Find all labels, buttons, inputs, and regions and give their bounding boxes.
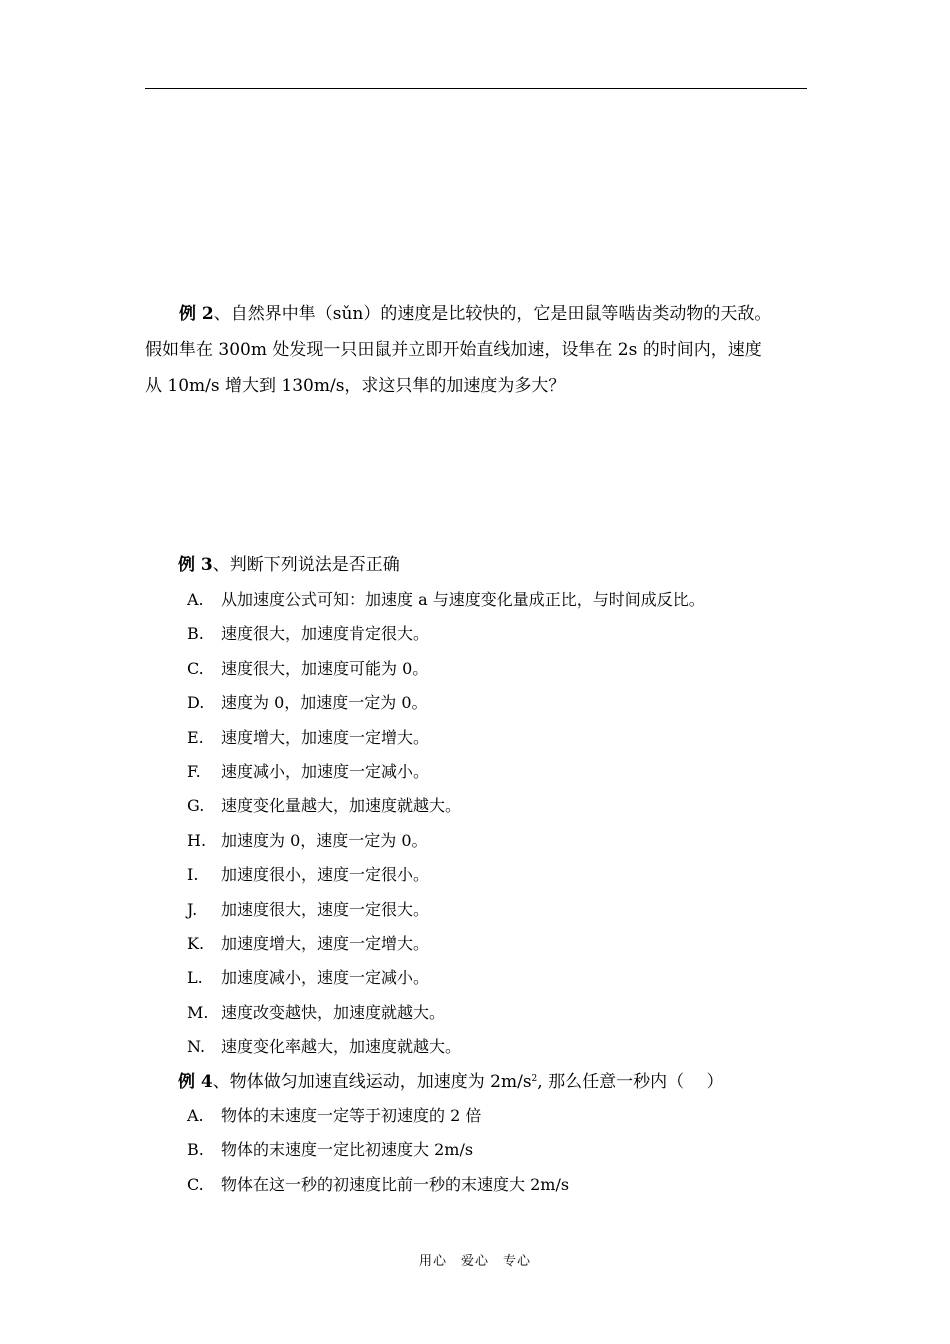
option-text: 速度为 0，加速度一定为 0。 [221, 693, 428, 713]
example-3-option [187, 755, 705, 789]
option-letter: A. [187, 1106, 204, 1125]
option-text: 速度变化率越大，加速度就越大。 [221, 1037, 462, 1057]
example-3-option [187, 652, 705, 686]
example-3-options [187, 583, 705, 1064]
option-letter: I. [187, 865, 199, 885]
example-3-option [187, 617, 705, 651]
example-3-option [187, 893, 705, 927]
option-letter: J. [187, 899, 198, 919]
option-letter: B. [187, 1140, 204, 1160]
option-letter: D. [187, 693, 205, 713]
option-text: 速度很大，加速度可能为 0。 [221, 658, 429, 678]
example-3-option [187, 583, 705, 617]
example-3-option [187, 824, 705, 858]
example-3-option [187, 721, 705, 755]
example-3-option [187, 927, 705, 961]
example-4-superscript: 2 [531, 1074, 538, 1084]
example-3-option [187, 858, 705, 892]
option-letter: G. [187, 796, 205, 816]
example-3-label: 例 3 [178, 555, 213, 575]
option-letter: N. [187, 1037, 206, 1057]
option-text: 加速度为 0，速度一定为 0。 [221, 830, 428, 850]
example-2-label: 例 2 [179, 304, 214, 324]
option-letter: A. [187, 590, 204, 609]
example-3-option [187, 996, 705, 1030]
example-4-options [187, 1099, 569, 1202]
example-4-title [178, 1065, 724, 1099]
example-3-option [187, 961, 705, 995]
option-text: 速度减小，加速度一定减小。 [221, 761, 430, 781]
option-text: 速度很大，加速度肯定很大。 [221, 624, 430, 644]
option-text: 物体在这一秒的初速度比前一秒的末速度大 2m/s [221, 1174, 570, 1194]
example-3-option [187, 686, 705, 720]
example-4-label: 例 4 [178, 1072, 213, 1092]
option-letter: B. [187, 624, 204, 644]
option-letter: F. [187, 761, 201, 781]
example-2-line-1: 、自然界中隼（sǔn）的速度是比较快的，它是田鼠等啮齿类动物的天敌。 [213, 304, 772, 324]
option-text: 物体的末速度一定等于初速度的 2 倍 [221, 1106, 482, 1125]
example-4-option [187, 1099, 569, 1133]
example-3-title-text: 、判断下列说法是否正确 [212, 555, 400, 575]
header-rule [145, 88, 807, 89]
option-text: 速度变化量越大，加速度就越大。 [221, 796, 462, 816]
example-2-line-2: 假如隼在 300m 处发现一只田鼠并立即开始直线加速，设隼在 2s 的时间内，速度 [145, 340, 762, 360]
example-2-paragraph [145, 296, 810, 404]
option-text: 从加速度公式可知：加速度 a 与速度变化量成正比，与时间成反比。 [221, 590, 705, 609]
option-letter: C. [187, 1174, 204, 1194]
option-text: 加速度增大，速度一定增大。 [221, 933, 430, 953]
option-letter: E. [187, 727, 204, 747]
example-4-option [187, 1168, 569, 1202]
option-letter: H. [187, 830, 207, 850]
option-text: 物体的末速度一定比初速度大 2m/s [221, 1140, 474, 1160]
example-3-option [187, 789, 705, 823]
option-letter: L. [187, 968, 203, 988]
option-letter: M. [187, 1002, 209, 1022]
option-text: 加速度很小，速度一定很小。 [221, 865, 430, 885]
example-4-title-tail: , 那么任意一秒内（ ） [537, 1072, 724, 1092]
example-4-option [187, 1133, 569, 1167]
page-footer: 用心 爱心 专心 [418, 1254, 531, 1269]
option-text: 速度增大，加速度一定增大。 [221, 727, 430, 747]
example-2-line-3: 从 10m/s 增大到 130m/s，求这只隼的加速度为多大？ [145, 376, 566, 396]
option-text: 加速度很大，速度一定很大。 [221, 899, 430, 919]
option-letter: K. [187, 933, 205, 953]
option-text: 速度改变越快，加速度就越大。 [221, 1002, 446, 1022]
option-letter: C. [187, 658, 204, 678]
option-text: 加速度减小，速度一定减小。 [221, 968, 430, 988]
example-4-title-text: 、物体做匀加速直线运动，加速度为 2m/s [212, 1072, 532, 1092]
example-3-title [178, 548, 400, 582]
example-3-option [187, 1030, 705, 1064]
